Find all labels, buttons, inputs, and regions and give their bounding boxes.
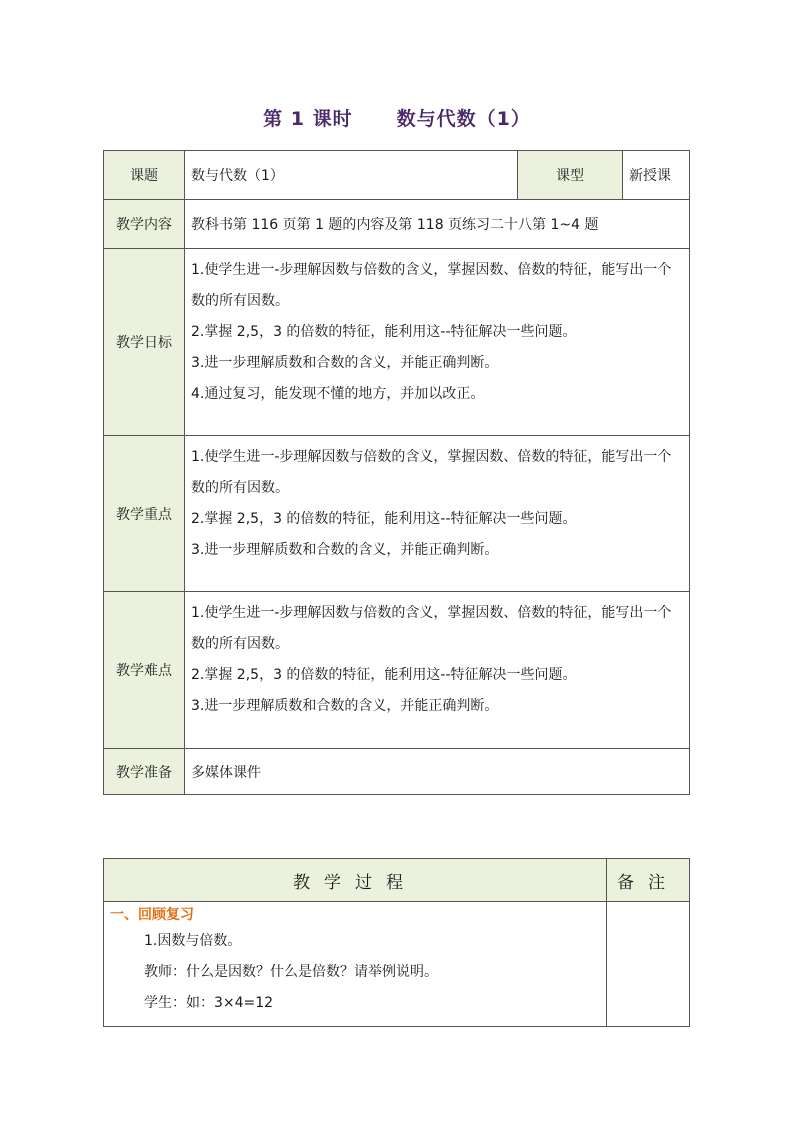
goal-item: 2.掌握 2,5，3 的倍数的特征，能利用这--特征解决一些问题。 bbox=[191, 324, 577, 340]
goals-list bbox=[185, 249, 690, 436]
section-heading: 一、回顾复习 bbox=[110, 907, 194, 923]
teaching-process-table bbox=[103, 858, 690, 1027]
process-content bbox=[104, 902, 607, 1027]
notes-header: 备注 bbox=[607, 859, 690, 902]
topic-label: 课题 bbox=[104, 151, 185, 200]
goal-item: 4.通过复习，能发现不懂的地方，并加以改正。 bbox=[191, 386, 485, 402]
lesson-number: 第 1 课时 bbox=[263, 108, 353, 130]
process-line: 教师：什么是因数？什么是倍数？请举例说明。 bbox=[144, 964, 438, 980]
difficult-points-label: 教学难点 bbox=[104, 592, 185, 749]
key-point-item: 2.掌握 2,5，3 的倍数的特征，能利用这--特征解决一些问题。 bbox=[191, 511, 577, 527]
process-line: 学生：如：3×4=12 bbox=[144, 995, 274, 1011]
prep-value: 多媒体课件 bbox=[185, 749, 690, 795]
lesson-topic: 数与代数（1） bbox=[396, 108, 531, 130]
goal-item: 3.进一步理解质数和合数的含义，并能正确判断。 bbox=[191, 355, 499, 371]
notes-cell bbox=[607, 902, 690, 1027]
goal-item: 1.使学生进一-步理解因数与倍数的含义，掌握因数、倍数的特征，能写出一个数的所有因数。 bbox=[191, 262, 672, 309]
page-title bbox=[0, 104, 794, 131]
type-value: 新授课 bbox=[623, 151, 690, 200]
key-point-item: 3.进一步理解质数和合数的含义，并能正确判断。 bbox=[191, 542, 499, 558]
process-header: 教学过程 bbox=[104, 859, 607, 902]
key-points-list bbox=[185, 436, 690, 592]
type-label: 课型 bbox=[518, 151, 623, 200]
difficult-points-list bbox=[185, 592, 690, 749]
content-value: 教科书第 116 页第 1 题的内容及第 118 页练习二十八第 1~4 题 bbox=[185, 200, 690, 249]
key-points-label: 教学重点 bbox=[104, 436, 185, 592]
difficult-point-item: 1.使学生进一-步理解因数与倍数的含义，掌握因数、倍数的特征，能写出一个数的所有因数。 bbox=[191, 605, 672, 652]
difficult-point-item: 3.进一步理解质数和合数的含义，并能正确判断。 bbox=[191, 698, 499, 714]
topic-value: 数与代数（1） bbox=[185, 151, 518, 200]
goals-label: 教学日标 bbox=[104, 249, 185, 436]
content-label: 教学内容 bbox=[104, 200, 185, 249]
process-line: 1.因数与倍数。 bbox=[144, 933, 242, 949]
lesson-info-table bbox=[103, 150, 690, 795]
key-point-item: 1.使学生进一-步理解因数与倍数的含义，掌握因数、倍数的特征，能写出一个数的所有因数。 bbox=[191, 449, 672, 496]
difficult-point-item: 2.掌握 2,5，3 的倍数的特征，能利用这--特征解决一些问题。 bbox=[191, 667, 577, 683]
prep-label: 教学准备 bbox=[104, 749, 185, 795]
